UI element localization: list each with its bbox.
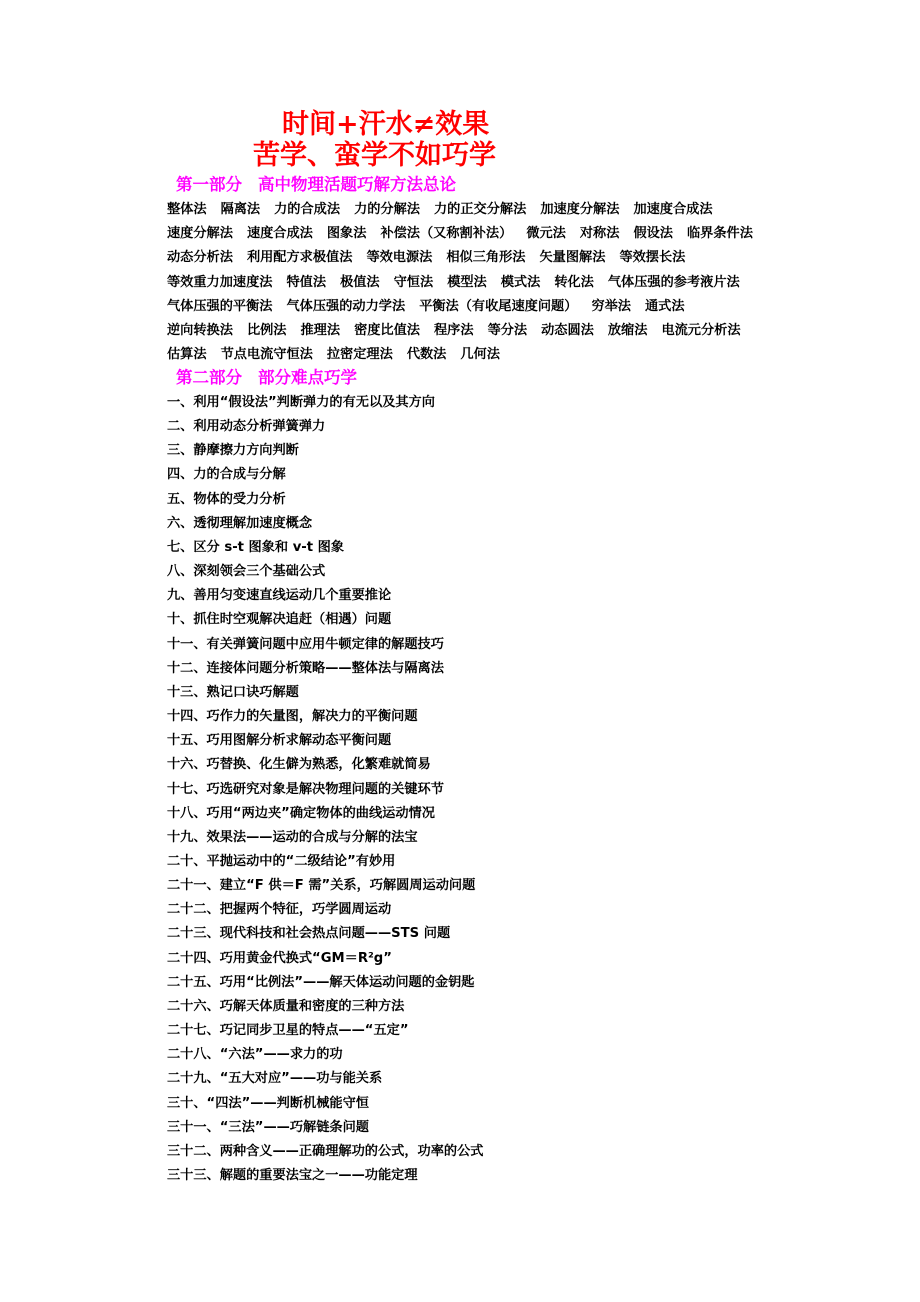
method-item: 力的正交分解法	[434, 202, 527, 217]
method-list	[167, 198, 807, 367]
method-item: 逆向转换法	[167, 322, 233, 338]
method-item: 模型法	[447, 274, 487, 290]
topic-item: 七、区分 s-t 图象和 v-t 图象	[167, 539, 345, 555]
method-item: 穷举法	[591, 298, 631, 314]
method-item: 隔离法	[220, 202, 261, 217]
method-item: 图象法	[326, 226, 367, 242]
method-item: 特值法	[286, 274, 327, 290]
part-2-heading	[176, 367, 357, 389]
topic-item: 十六、巧替换、化生僻为熟悉，化繁难就简易	[167, 757, 431, 773]
method-item: 估算法	[167, 347, 207, 363]
topic-item: 十二、连接体问题分析策略——整体法与隔离法	[167, 660, 444, 676]
method-item: 等效重力加速度法	[167, 274, 273, 290]
topic-item: 十七、巧选研究对象是解决物理问题的关键环节	[167, 781, 444, 797]
topic-item: 二十九、“五大对应”——功与能关系	[167, 1071, 383, 1087]
method-item: 相似三角形法	[446, 250, 526, 266]
method-row	[167, 271, 807, 295]
method-row	[167, 343, 807, 367]
method-row	[167, 246, 807, 270]
part-1-heading	[176, 174, 456, 196]
topic-item: 五、物体的受力分析	[167, 491, 286, 507]
method-item: 密度比值法	[354, 322, 420, 338]
method-item: 守恒法	[393, 274, 434, 290]
method-item: 等效电源法	[366, 250, 433, 266]
topic-item: 三、静摩擦力方向判断	[167, 443, 299, 459]
method-item: 假设法	[633, 226, 673, 242]
method-item: 整体法	[167, 202, 207, 217]
topic-item: 二十四、巧用黄金代换式“GM＝R²g”	[167, 950, 392, 966]
method-item: 几何法	[460, 347, 500, 363]
topic-item: 十、抓住时空观解决追赶（相遇）问题	[167, 612, 392, 628]
method-item: 平衡法（有收尾速度问题）	[419, 298, 578, 314]
part-1-title: 高中物理活题巧解方法总论	[258, 175, 456, 194]
method-item: 电流元分析法	[661, 322, 741, 338]
method-item: 微元法	[526, 226, 566, 242]
method-item: 代数法	[406, 347, 447, 363]
method-item: 等效摆长法	[619, 250, 686, 266]
topic-item: 十三、熟记口诀巧解题	[167, 684, 299, 700]
method-item: 节点电流守恒法	[220, 347, 313, 363]
method-item: 对称法	[579, 226, 620, 242]
method-item: 通式法	[645, 298, 685, 314]
topic-item: 三十一、“三法”——巧解链条问题	[167, 1119, 369, 1135]
method-row	[167, 295, 807, 319]
topic-item: 十一、有关弹簧问题中应用牛顿定律的解题技巧	[167, 636, 444, 652]
method-item: 气体压强的动力学法	[286, 298, 406, 314]
method-item: 速度合成法	[246, 226, 313, 242]
method-item: 补偿法（又称割补法）	[380, 226, 513, 242]
method-item: 气体压强的平衡法	[167, 298, 273, 314]
topic-item: 三十二、两种含义——正确理解功的公式，功率的公式	[167, 1143, 484, 1159]
method-item: 力的分解法	[354, 202, 420, 217]
method-item: 模式法	[500, 274, 541, 290]
part-2-number: 第二部分	[176, 368, 242, 387]
method-item: 拉密定理法	[326, 347, 393, 363]
topic-item: 十五、巧用图解分析求解动态平衡问题	[167, 733, 392, 749]
method-item: 程序法	[434, 322, 474, 338]
topic-item: 六、透彻理解加速度概念	[167, 515, 313, 531]
topic-item: 十四、巧作力的矢量图，解决力的平衡问题	[167, 709, 418, 725]
part-2-title: 部分难点巧学	[258, 368, 357, 387]
topic-item: 二十七、巧记同步卫星的特点——“五定”	[167, 1023, 409, 1039]
method-item: 推理法	[300, 322, 341, 338]
method-item: 力的合成法	[274, 202, 341, 217]
method-item: 速度分解法	[167, 226, 233, 242]
method-item: 极值法	[340, 274, 380, 290]
topic-item: 二十三、现代科技和社会热点问题——STS 问题	[167, 926, 451, 942]
topic-item: 三十三、解题的重要法宝之一——功能定理	[167, 1168, 418, 1183]
topic-item: 十九、效果法——运动的合成与分解的法宝	[167, 829, 418, 845]
topic-item: 二十二、把握两个特征，巧学圆周运动	[167, 902, 392, 918]
topic-item: 二十、平抛运动中的“二级结论”有妙用	[167, 853, 396, 869]
method-item: 临界条件法	[687, 226, 753, 242]
page-title-line-1: 时间+汗水≠效果	[282, 109, 490, 140]
page-title-line-2: 苦学、蛮学不如巧学	[253, 140, 496, 171]
method-item: 矢量图解法	[539, 250, 606, 266]
method-item: 放缩法	[607, 322, 648, 338]
topic-item: 二十五、巧用“比例法”——解天体运动问题的金钥匙	[167, 974, 475, 990]
topic-item: 二、利用动态分析弹簧弹力	[167, 419, 326, 435]
topic-item: 一、利用“假设法”判断弹力的有无以及其方向	[167, 395, 435, 410]
topic-item: 四、力的合成与分解	[167, 467, 286, 483]
method-item: 比例法	[246, 322, 287, 338]
method-row	[167, 319, 807, 343]
topic-item: 二十六、巧解天体质量和密度的三种方法	[167, 998, 405, 1014]
topic-item: 三十、“四法”——判断机械能守恒	[167, 1095, 369, 1111]
method-item: 等分法	[487, 322, 528, 338]
method-item: 转化法	[554, 274, 594, 290]
method-item: 动态圆法	[541, 322, 594, 338]
topic-list	[167, 391, 807, 1188]
method-item: 气体压强的参考液片法	[607, 274, 740, 290]
method-item: 加速度分解法	[540, 202, 620, 217]
method-item: 加速度合成法	[633, 202, 713, 217]
topic-item: 九、善用匀变速直线运动几个重要推论	[167, 588, 392, 604]
topic-item: 二十一、建立“F 供＝F 需”关系，巧解圆周运动问题	[167, 878, 476, 894]
part-1-number: 第一部分	[176, 175, 242, 194]
topic-item: 十八、巧用“两边夹”确定物体的曲线运动情况	[167, 805, 435, 821]
topic-item: 二十八、“六法”——求力的功	[167, 1047, 343, 1063]
topic-item: 八、深刻领会三个基础公式	[167, 564, 326, 580]
method-item: 动态分析法	[167, 250, 233, 266]
method-row	[167, 198, 807, 222]
method-item: 利用配方求极值法	[246, 250, 353, 266]
method-row	[167, 222, 807, 246]
